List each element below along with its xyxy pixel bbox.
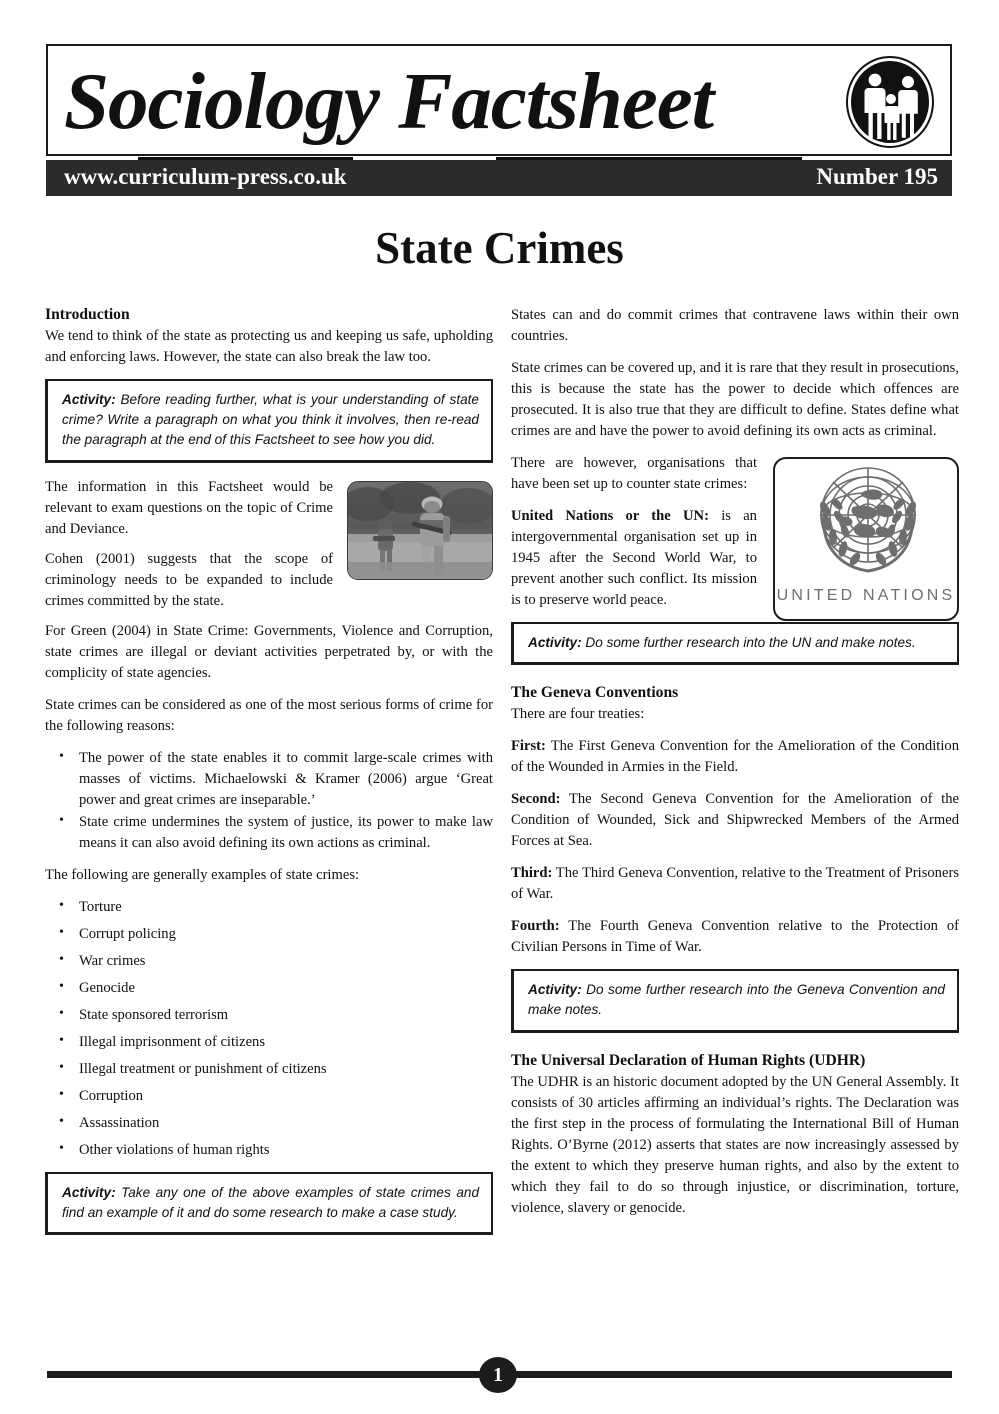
list-item: • Other violations of human rights <box>79 1140 493 1161</box>
activity-label: Activity: <box>62 1184 116 1200</box>
list-item: • Illegal imprisonment of citizens <box>79 1032 493 1053</box>
list-item: • State crime undermines the system of justice, its power to make law means it can also avoid defining its own actions as criminal. <box>79 812 493 854</box>
activity-text: Before reading further, what is your understanding of state crime? Write a paragraph on what you think it involves, then re-read the paragraph at the end of this Factsheet to see how you did. <box>62 392 479 448</box>
activity-text: Take any one of the above examples of state crimes and find an example of it and do some research to make a case study. <box>62 1184 479 1220</box>
family-silhouette-icon <box>844 54 936 150</box>
para-contravene: States can and do commit crimes that contravene laws within their own countries. <box>511 307 959 344</box>
website-url[interactable]: www.curriculum-press.co.uk <box>64 164 347 189</box>
treaty-label: Second: <box>511 791 561 808</box>
heading-udhr: The Universal Declaration of Human Rights (UDHR) <box>511 1051 866 1069</box>
treaty-label: Third: <box>511 865 553 882</box>
treaty-text: The Fourth Geneva Convention relative to the Protection of Civilian Persons in Time of War. <box>511 918 959 956</box>
left-column <box>45 305 493 1249</box>
list-item: • The power of the state enables it to commit large-scale crimes with masses of victims. Michaelowski & Kramer (2006) argue ‘Great power and great crimes are inseparable.’ <box>79 748 493 811</box>
examples-list <box>45 897 493 1161</box>
para-serious-forms: State crimes can be considered as one of the most serious forms of crime for the following reasons: <box>45 696 493 734</box>
list-item: • Genocide <box>79 978 493 999</box>
activity-box-1 <box>45 379 493 462</box>
heading-geneva-conventions: The Geneva Conventions <box>511 684 679 702</box>
activity-box-3 <box>511 622 959 665</box>
para-coverup: State crimes can be covered up, and it is rare that they result in prosecutions, this is because the state has the power to decide which offences are prosecuted. It is also true that they are difficult to define. States define what crimes are and have the power to avoid defining its own acts as criminal. <box>511 360 959 439</box>
page-title: State Crimes <box>375 223 624 273</box>
treaty-third <box>511 863 959 905</box>
right-column <box>511 305 959 1230</box>
list-item: • Corruption <box>79 1086 493 1107</box>
issue-number: Number 195 <box>816 164 938 189</box>
un-logo-box <box>773 457 959 621</box>
heading-introduction: Introduction <box>45 306 130 323</box>
list-item: • Illegal treatment or punishment of citizens <box>79 1059 493 1080</box>
list-item: • State sponsored terrorism <box>79 1005 493 1026</box>
page-number-badge: 1 <box>479 1357 517 1393</box>
treaty-label: First: <box>511 738 546 755</box>
para-examples-lead: The following are generally examples of state crimes: <box>45 866 360 883</box>
treaty-second <box>511 789 959 852</box>
para-organisations: There are however, organisations that have been set up to counter state crimes: <box>511 455 757 492</box>
activity-label: Activity: <box>62 392 116 408</box>
treaty-text: The Second Geneva Convention for the Amelioration of the Condition of Wounded, Sick and Shipwrecked Members of the Armed Forces at Sea. <box>511 791 959 850</box>
soldiers-photo-wrap <box>347 481 493 580</box>
un-logo-label: UNITED NATIONS <box>776 586 956 604</box>
un-logo-wrap <box>773 457 959 621</box>
masthead-subbar <box>46 160 952 196</box>
list-item: • Corrupt policing <box>79 924 493 945</box>
activity-box-2 <box>45 1172 493 1235</box>
un-emblem-icon <box>775 459 961 587</box>
un-body-text: is an intergovernmental organisation set up in 1945 after the Second World War, to prevent another such conflict. Its mission is to preserve world peace. <box>511 508 757 608</box>
activity-text: Do some further research into the Geneva Convention and make notes. <box>528 982 945 1018</box>
treaty-label: Fourth: <box>511 918 560 935</box>
list-item: • Torture <box>79 897 493 918</box>
soldiers-photo <box>347 481 493 580</box>
activity-box-4 <box>511 969 959 1032</box>
masthead <box>46 44 952 156</box>
treaty-first <box>511 736 959 778</box>
activity-label: Activity: <box>528 982 582 998</box>
para-udhr: The UDHR is an historic document adopted by the UN General Assembly. It consists of 30 articles affirming an individual’s rights. The Declaration was the first step in the process of formulating the International Bill of Human Rights. O’Byrne (2012) asserts that states are now increasingly assessed by the extent to which they preserve human rights, and also by the extent to which they fail to do so through injustice, or discrimination, torture, violence, slavery or genocide. <box>511 1073 959 1216</box>
masthead-title: Sociology Factsheet <box>64 56 714 146</box>
treaty-text: The First Geneva Convention for the Amelioration of the Condition of the Wounded in Armies in the Field. <box>511 738 959 776</box>
list-item: • Assassination <box>79 1113 493 1134</box>
activity-label: Activity: <box>528 635 582 650</box>
para-green: For Green (2004) in State Crime: Governments, Violence and Corruption, state crimes are illegal or deviant activities perpetrated by, or with the complicity of state agencies. <box>45 622 493 681</box>
un-bold-label: United Nations or the UN: <box>511 508 709 524</box>
para-cohen: Cohen (2001) suggests that the scope of criminology needs to be expanded to include crimes committed by the state. <box>45 550 333 609</box>
treaty-fourth <box>511 916 959 958</box>
intro-paragraph: We tend to think of the state as protecting us and keeping us safe, upholding and enforcing laws. However, the state can also break the law too. <box>45 328 493 366</box>
para-geneva-lead: There are four treaties: <box>511 706 645 723</box>
activity-text: Do some further research into the UN and make notes. <box>581 635 916 650</box>
reasons-list <box>45 748 493 854</box>
para-relevance: The information in this Factsheet would be relevant to exam questions on the topic of Crime and Deviance. <box>45 478 333 537</box>
list-item: • War crimes <box>79 951 493 972</box>
treaty-text: The Third Geneva Convention, relative to the Treatment of Prisoners of War. <box>511 865 959 903</box>
